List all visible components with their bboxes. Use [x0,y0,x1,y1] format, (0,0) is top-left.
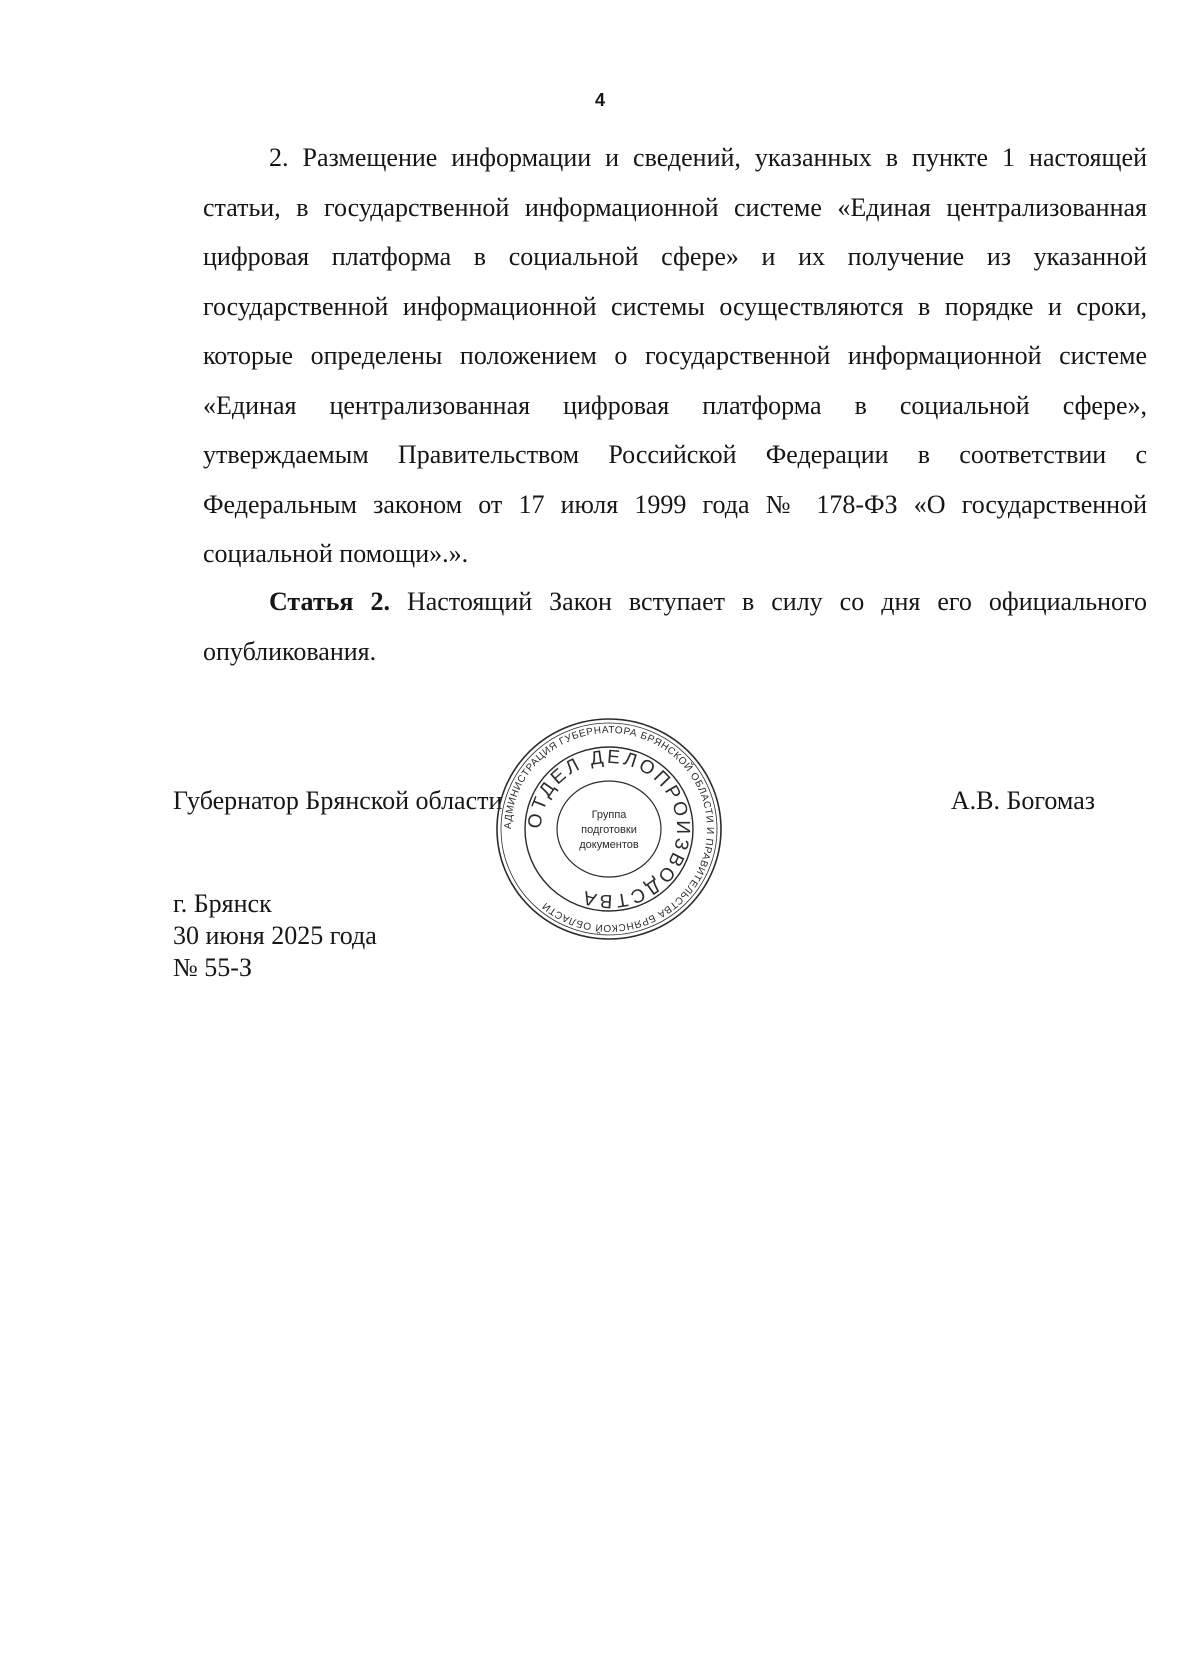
article-2-label: Статья 2. [269,587,390,616]
article-2-paragraph [203,577,1147,676]
signatory-title: Губернатор Брянской области [173,786,503,815]
article-2-text: Настоящий Закон вступает в силу со дня его официального опубликования. [203,587,1148,666]
paragraph-2-placement [203,133,1147,579]
law-number: № 55-З [173,953,252,982]
place-date-block [173,888,377,984]
stamp-seal-graphic [494,716,724,942]
stamp-center-line-3: документов [579,839,639,851]
stamp-middle-text: ОТДЕЛ ДЕЛОПРОИЗВОДСТВА [524,746,694,912]
signatory-name: А.В. Богомаз [950,786,1095,815]
official-stamp [494,716,724,942]
paragraph-2-text: 2. Размещение информации и сведений, указанных в пункте 1 настоящей статьи, в государственной информационной системе «Единая централизованная цифровая платформа в социальной сфере» и их получение из указанной государственной информационной системы осуществляются в порядке и сроки, которые определены положением о государственной информационной системе «Единая централизованная цифровая платформа в социальной сфере», утверждаемым Правительством Российской Федерации в соответствии с Федеральным законом от 17 июля 1999 года № 178-ФЗ «О государственной социальной помощи».». [203,143,1147,568]
date-of-signing: 30 июня 2025 года [173,921,377,950]
stamp-center-line-2: подготовки [581,824,637,836]
stamp-center-line-1: Группа [591,809,627,821]
page-number: 4 [594,90,605,110]
place-of-signing: г. Брянск [173,889,272,918]
stamp-outer-text: АДМИНИСТРАЦИЯ ГУБЕРНАТОРА БРЯНСКОЙ ОБЛАСТИ И ПРАВИТЕЛЬСТВА БРЯНСКОЙ ОБЛАСТИ [502,724,716,934]
